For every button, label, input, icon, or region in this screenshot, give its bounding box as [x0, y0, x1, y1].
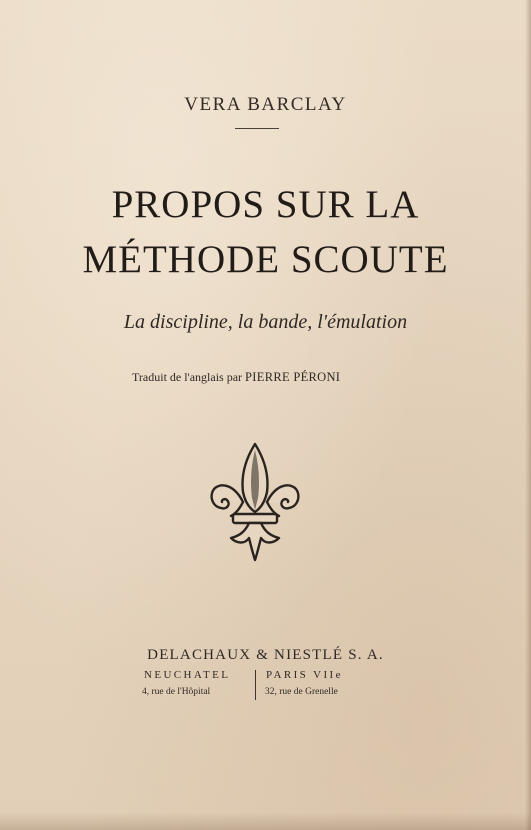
address-divider: [255, 670, 256, 700]
title-line-1: PROPOS SUR LA: [111, 183, 420, 226]
title-line-2: MÉTHODE SCOUTE: [82, 238, 449, 281]
page-edge-shadow: [525, 0, 531, 830]
publisher-city-left: NEUCHATEL: [144, 669, 231, 681]
publisher-address-left: 4, rue de l'Hôpital: [142, 687, 211, 697]
page-bottom-shadow: [0, 812, 531, 830]
subtitle: La discipline, la bande, l'émulation: [123, 311, 408, 333]
publisher-name: DELACHAUX & NIESTLÉ S. A.: [147, 647, 384, 663]
translator-prefix: Traduit de l'anglais par: [132, 370, 243, 384]
translator-name: PIERRE PÉRONI: [245, 370, 341, 384]
fleur-de-lis-icon: [209, 440, 301, 564]
author-name: VERA BARCLAY: [184, 94, 347, 115]
publisher-city-right: PARIS VIIe: [266, 669, 343, 681]
translator-credit: [132, 370, 432, 385]
author-underline: [235, 128, 279, 129]
publisher-address-right: 32, rue de Grenelle: [265, 687, 338, 697]
